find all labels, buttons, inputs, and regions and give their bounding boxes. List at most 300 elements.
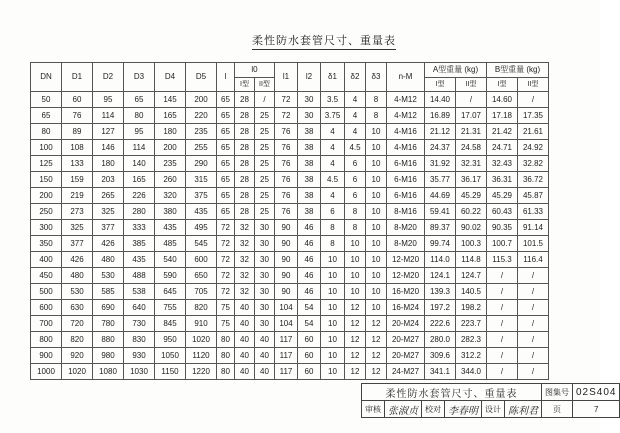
cell-l0-i: 32 xyxy=(235,220,255,236)
cell-dn: 150 xyxy=(31,172,62,188)
cell-l2: 46 xyxy=(298,268,321,284)
cell-l2: 54 xyxy=(298,316,321,332)
cell-d4: 755 xyxy=(155,300,186,316)
cell-a-type-i: 99.74 xyxy=(425,236,456,252)
cell-bolts: 8-M20 xyxy=(387,220,425,236)
atlas-label: 图集号 xyxy=(542,384,573,401)
header-d3: D3 xyxy=(124,63,155,92)
cell-d4: 165 xyxy=(155,108,186,124)
cell-b-type-ii: / xyxy=(518,332,549,348)
cell-dn: 50 xyxy=(31,92,62,108)
cell-b-type-ii: / xyxy=(518,92,549,108)
cell-a-type-ii: 124.7 xyxy=(456,268,487,284)
dimension-weight-table xyxy=(30,62,549,380)
cell-l1: 76 xyxy=(275,188,298,204)
table-row xyxy=(31,188,549,204)
cell-l0-ii: 25 xyxy=(255,140,275,156)
cell-delta1: 10 xyxy=(321,348,345,364)
cell-delta3: 10 xyxy=(366,268,387,284)
cell-dn: 400 xyxy=(31,252,62,268)
cell-a-type-i: 197.2 xyxy=(425,300,456,316)
cell-d2: 95 xyxy=(93,92,124,108)
cell-l1: 117 xyxy=(275,348,298,364)
cell-d1: 325 xyxy=(62,220,93,236)
cell-l1: 76 xyxy=(275,140,298,156)
cell-l0-ii: 25 xyxy=(255,124,275,140)
header-l: l xyxy=(217,63,235,92)
cell-l0-i: 40 xyxy=(235,300,255,316)
cell-bolts: 4-M16 xyxy=(387,140,425,156)
cell-delta3: 8 xyxy=(366,108,387,124)
header-l0-type-ii: II型 xyxy=(255,78,275,92)
cell-l: 80 xyxy=(217,332,235,348)
cell-d3: 226 xyxy=(124,188,155,204)
cell-l0-i: 28 xyxy=(235,140,255,156)
cell-d2: 127 xyxy=(93,124,124,140)
cell-delta1: 4 xyxy=(321,156,345,172)
table-row xyxy=(31,300,549,316)
cell-l: 80 xyxy=(217,348,235,364)
cell-d4: 145 xyxy=(155,92,186,108)
header-bolts: n-M xyxy=(387,63,425,92)
cell-dn: 100 xyxy=(31,140,62,156)
cell-delta2: 8 xyxy=(345,220,366,236)
table-row xyxy=(31,348,549,364)
cell-l: 72 xyxy=(217,268,235,284)
cell-l1: 90 xyxy=(275,236,298,252)
header-d4: D4 xyxy=(155,63,186,92)
cell-d1: 426 xyxy=(62,252,93,268)
cell-a-type-ii: 36.17 xyxy=(456,172,487,188)
cell-l0-ii: 25 xyxy=(255,188,275,204)
cell-d5: 290 xyxy=(186,156,217,172)
cell-l: 65 xyxy=(217,156,235,172)
cell-l1: 90 xyxy=(275,252,298,268)
cell-l0-i: 28 xyxy=(235,172,255,188)
cell-b-type-i: / xyxy=(487,332,518,348)
header-d1: D1 xyxy=(62,63,93,92)
cell-delta3: 10 xyxy=(366,188,387,204)
cell-a-type-ii: / xyxy=(456,92,487,108)
cell-d4: 380 xyxy=(155,204,186,220)
header-b-type-ii: II型 xyxy=(518,78,549,92)
cell-l2: 38 xyxy=(298,156,321,172)
cell-a-type-i: 114.0 xyxy=(425,252,456,268)
cell-l0-i: 28 xyxy=(235,108,255,124)
cell-d5: 705 xyxy=(186,284,217,300)
cell-a-type-ii: 312.2 xyxy=(456,348,487,364)
table-row xyxy=(31,252,549,268)
cell-delta2: 12 xyxy=(345,364,366,380)
table-row xyxy=(31,316,549,332)
cell-d2: 1080 xyxy=(93,364,124,380)
cell-d5: 1020 xyxy=(186,332,217,348)
cell-l: 72 xyxy=(217,220,235,236)
cell-d3: 80 xyxy=(124,108,155,124)
cell-l0-ii: 40 xyxy=(255,348,275,364)
page-label: 页 xyxy=(542,401,573,418)
cell-d2: 780 xyxy=(93,316,124,332)
cell-l: 65 xyxy=(217,124,235,140)
cell-l: 65 xyxy=(217,108,235,124)
header-b-type-i: I型 xyxy=(487,78,518,92)
cell-d5: 235 xyxy=(186,124,217,140)
cell-d5: 1120 xyxy=(186,348,217,364)
cell-delta2: 4 xyxy=(345,124,366,140)
cell-delta2: 12 xyxy=(345,316,366,332)
header-a-type-ii: II型 xyxy=(456,78,487,92)
header-weight-a: A型重量 (kg) xyxy=(425,63,487,78)
cell-l2: 30 xyxy=(298,108,321,124)
cell-a-type-i: 24.37 xyxy=(425,140,456,156)
cell-delta2: 6 xyxy=(345,188,366,204)
cell-delta1: 8 xyxy=(321,220,345,236)
cell-a-type-ii: 100.3 xyxy=(456,236,487,252)
cell-l0-i: 28 xyxy=(235,204,255,220)
cell-delta1: 10 xyxy=(321,300,345,316)
cell-d4: 435 xyxy=(155,220,186,236)
cell-delta2: 4.5 xyxy=(345,140,366,156)
cell-l0-ii: 30 xyxy=(255,252,275,268)
table-row xyxy=(31,236,549,252)
cell-bolts: 12-M20 xyxy=(387,252,425,268)
cell-bolts: 8-M20 xyxy=(387,236,425,252)
table-body xyxy=(31,92,549,380)
cell-b-type-i: 45.29 xyxy=(487,188,518,204)
cell-d3: 930 xyxy=(124,348,155,364)
cell-d2: 980 xyxy=(93,348,124,364)
cell-dn: 250 xyxy=(31,204,62,220)
cell-delta3: 10 xyxy=(366,236,387,252)
page-number: 7 xyxy=(573,401,620,418)
cell-d1: 530 xyxy=(62,284,93,300)
cell-l0-ii: 30 xyxy=(255,220,275,236)
cell-b-type-i: 24.71 xyxy=(487,140,518,156)
cell-delta3: 10 xyxy=(366,220,387,236)
cell-d3: 640 xyxy=(124,300,155,316)
cell-l0-ii: 30 xyxy=(255,236,275,252)
cell-dn: 125 xyxy=(31,156,62,172)
cell-d1: 108 xyxy=(62,140,93,156)
cell-d5: 820 xyxy=(186,300,217,316)
cell-a-type-i: 222.6 xyxy=(425,316,456,332)
cell-dn: 200 xyxy=(31,188,62,204)
cell-delta2: 10 xyxy=(345,252,366,268)
cell-bolts: 4-M16 xyxy=(387,124,425,140)
cell-delta2: 4 xyxy=(345,108,366,124)
cell-l1: 72 xyxy=(275,108,298,124)
cell-b-type-ii: 21.61 xyxy=(518,124,549,140)
header-delta2: δ2 xyxy=(345,63,366,92)
cell-a-type-ii: 198.2 xyxy=(456,300,487,316)
cell-l2: 60 xyxy=(298,364,321,380)
cell-delta3: 10 xyxy=(366,300,387,316)
cell-a-type-ii: 282.3 xyxy=(456,332,487,348)
cell-a-type-ii: 90.02 xyxy=(456,220,487,236)
cell-d1: 60 xyxy=(62,92,93,108)
cell-bolts: 16-M24 xyxy=(387,300,425,316)
cell-b-type-i: / xyxy=(487,364,518,380)
cell-dn: 80 xyxy=(31,124,62,140)
header-l0-type-i: I型 xyxy=(235,78,255,92)
cell-delta1: 4 xyxy=(321,188,345,204)
check-signature: 李春明 xyxy=(445,401,482,418)
cell-bolts: 4-M12 xyxy=(387,92,425,108)
cell-d5: 220 xyxy=(186,108,217,124)
cell-l0-ii: / xyxy=(255,92,275,108)
cell-b-type-i: / xyxy=(487,348,518,364)
cell-a-type-ii: 21.31 xyxy=(456,124,487,140)
cell-a-type-i: 124.1 xyxy=(425,268,456,284)
cell-a-type-ii: 223.7 xyxy=(456,316,487,332)
cell-b-type-ii: 24.92 xyxy=(518,140,549,156)
cell-delta2: 6 xyxy=(345,172,366,188)
cell-l0-i: 40 xyxy=(235,332,255,348)
cell-b-type-ii: / xyxy=(518,364,549,380)
cell-d4: 200 xyxy=(155,140,186,156)
cell-b-type-i: 90.35 xyxy=(487,220,518,236)
table-row xyxy=(31,92,549,108)
cell-l1: 90 xyxy=(275,284,298,300)
cell-l: 75 xyxy=(217,300,235,316)
design-label: 设计 xyxy=(482,401,505,418)
table-row xyxy=(31,204,549,220)
cell-a-type-i: 21.12 xyxy=(425,124,456,140)
cell-d3: 95 xyxy=(124,124,155,140)
cell-d1: 720 xyxy=(62,316,93,332)
cell-l2: 46 xyxy=(298,252,321,268)
cell-l2: 38 xyxy=(298,124,321,140)
cell-a-type-i: 35.77 xyxy=(425,172,456,188)
cell-delta2: 4 xyxy=(345,92,366,108)
cell-b-type-ii: / xyxy=(518,300,549,316)
cell-l0-i: 28 xyxy=(235,156,255,172)
cell-d2: 530 xyxy=(93,268,124,284)
cell-l2: 38 xyxy=(298,140,321,156)
cell-d5: 255 xyxy=(186,140,217,156)
cell-d3: 280 xyxy=(124,204,155,220)
cell-delta3: 12 xyxy=(366,364,387,380)
cell-delta3: 10 xyxy=(366,156,387,172)
table-row xyxy=(31,284,549,300)
cell-d3: 385 xyxy=(124,236,155,252)
cell-l0-ii: 30 xyxy=(255,268,275,284)
cell-b-type-i: 115.3 xyxy=(487,252,518,268)
cell-dn: 300 xyxy=(31,220,62,236)
cell-b-type-i: 17.18 xyxy=(487,108,518,124)
cell-l1: 117 xyxy=(275,332,298,348)
cell-delta1: 3.75 xyxy=(321,108,345,124)
cell-d4: 1150 xyxy=(155,364,186,380)
cell-l0-i: 32 xyxy=(235,236,255,252)
cell-l0-i: 32 xyxy=(235,284,255,300)
cell-dn: 450 xyxy=(31,268,62,284)
cell-l1: 104 xyxy=(275,316,298,332)
cell-delta2: 10 xyxy=(345,268,366,284)
cell-l1: 72 xyxy=(275,92,298,108)
table-row xyxy=(31,108,549,124)
cell-b-type-i: 36.31 xyxy=(487,172,518,188)
cell-bolts: 20-M27 xyxy=(387,348,425,364)
cell-l0-i: 40 xyxy=(235,364,255,380)
cell-d4: 590 xyxy=(155,268,186,284)
cell-bolts: 20-M24 xyxy=(387,316,425,332)
cell-d2: 325 xyxy=(93,204,124,220)
cell-d2: 585 xyxy=(93,284,124,300)
cell-delta3: 10 xyxy=(366,172,387,188)
cell-a-type-i: 14.40 xyxy=(425,92,456,108)
cell-bolts: 16-M20 xyxy=(387,284,425,300)
header-delta1: δ1 xyxy=(321,63,345,92)
cell-d5: 375 xyxy=(186,188,217,204)
cell-d2: 146 xyxy=(93,140,124,156)
header-d5: D5 xyxy=(186,63,217,92)
cell-a-type-i: 31.92 xyxy=(425,156,456,172)
cell-a-type-ii: 140.5 xyxy=(456,284,487,300)
cell-l2: 46 xyxy=(298,220,321,236)
cell-d5: 650 xyxy=(186,268,217,284)
cell-bolts: 6-M16 xyxy=(387,172,425,188)
cell-l1: 76 xyxy=(275,204,298,220)
cell-l0-i: 28 xyxy=(235,188,255,204)
cell-l: 65 xyxy=(217,188,235,204)
cell-a-type-ii: 60.22 xyxy=(456,204,487,220)
cell-l0-ii: 30 xyxy=(255,284,275,300)
check-label: 校对 xyxy=(422,401,445,418)
cell-d2: 265 xyxy=(93,188,124,204)
cell-bolts: 6-M16 xyxy=(387,188,425,204)
cell-delta3: 10 xyxy=(366,140,387,156)
table-row xyxy=(31,268,549,284)
cell-dn: 900 xyxy=(31,348,62,364)
cell-d4: 320 xyxy=(155,188,186,204)
cell-d2: 426 xyxy=(93,236,124,252)
cell-b-type-i: / xyxy=(487,284,518,300)
cell-dn: 800 xyxy=(31,332,62,348)
cell-b-type-i: 60.43 xyxy=(487,204,518,220)
cell-d1: 920 xyxy=(62,348,93,364)
cell-delta2: 6 xyxy=(345,156,366,172)
cell-l2: 38 xyxy=(298,188,321,204)
drawing-name: 柔性防水套管尺寸、重量表 xyxy=(362,384,542,401)
cell-bolts: 6-M16 xyxy=(387,156,425,172)
cell-a-type-i: 309.6 xyxy=(425,348,456,364)
cell-a-type-i: 16.89 xyxy=(425,108,456,124)
cell-dn: 500 xyxy=(31,284,62,300)
cell-b-type-ii: 91.14 xyxy=(518,220,549,236)
cell-delta3: 10 xyxy=(366,204,387,220)
cell-dn: 65 xyxy=(31,108,62,124)
cell-b-type-i: 21.42 xyxy=(487,124,518,140)
cell-b-type-ii: / xyxy=(518,268,549,284)
header-l2: l2 xyxy=(298,63,321,92)
cell-d3: 65 xyxy=(124,92,155,108)
cell-l0-i: 32 xyxy=(235,252,255,268)
cell-d5: 545 xyxy=(186,236,217,252)
cell-delta1: 4 xyxy=(321,140,345,156)
cell-l0-i: 28 xyxy=(235,92,255,108)
cell-l0-ii: 40 xyxy=(255,332,275,348)
cell-delta2: 12 xyxy=(345,332,366,348)
cell-d1: 820 xyxy=(62,332,93,348)
header-delta3: δ3 xyxy=(366,63,387,92)
header-weight-b: B型重量 (kg) xyxy=(487,63,549,78)
cell-delta2: 8 xyxy=(345,204,366,220)
header-dn: DN xyxy=(31,63,62,92)
cell-d1: 273 xyxy=(62,204,93,220)
cell-b-type-ii: / xyxy=(518,348,549,364)
cell-d1: 630 xyxy=(62,300,93,316)
cell-delta2: 12 xyxy=(345,348,366,364)
cell-delta3: 10 xyxy=(366,124,387,140)
cell-l: 72 xyxy=(217,236,235,252)
cell-delta1: 10 xyxy=(321,252,345,268)
table-row xyxy=(31,124,549,140)
table-row xyxy=(31,364,549,380)
cell-a-type-i: 59.41 xyxy=(425,204,456,220)
cell-delta2: 10 xyxy=(345,236,366,252)
cell-l1: 117 xyxy=(275,364,298,380)
cell-bolts: 12-M20 xyxy=(387,268,425,284)
cell-d2: 114 xyxy=(93,108,124,124)
cell-l1: 76 xyxy=(275,156,298,172)
cell-l1: 90 xyxy=(275,268,298,284)
table-row xyxy=(31,172,549,188)
cell-delta1: 10 xyxy=(321,284,345,300)
cell-l1: 76 xyxy=(275,124,298,140)
cell-d5: 315 xyxy=(186,172,217,188)
cell-b-type-i: / xyxy=(487,316,518,332)
cell-d2: 480 xyxy=(93,252,124,268)
cell-b-type-i: 100.7 xyxy=(487,236,518,252)
cell-b-type-ii: 45.87 xyxy=(518,188,549,204)
cell-a-type-i: 341.1 xyxy=(425,364,456,380)
cell-delta3: 10 xyxy=(366,252,387,268)
cell-b-type-ii: / xyxy=(518,284,549,300)
cell-b-type-i: 32.43 xyxy=(487,156,518,172)
cell-delta1: 4 xyxy=(321,124,345,140)
cell-l2: 46 xyxy=(298,236,321,252)
cell-l0-ii: 25 xyxy=(255,108,275,124)
cell-l: 65 xyxy=(217,172,235,188)
cell-a-type-ii: 344.0 xyxy=(456,364,487,380)
cell-l2: 54 xyxy=(298,300,321,316)
cell-l1: 104 xyxy=(275,300,298,316)
cell-d1: 480 xyxy=(62,268,93,284)
cell-dn: 1000 xyxy=(31,364,62,380)
cell-a-type-ii: 45.29 xyxy=(456,188,487,204)
cell-d4: 260 xyxy=(155,172,186,188)
cell-a-type-ii: 24.58 xyxy=(456,140,487,156)
cell-d5: 200 xyxy=(186,92,217,108)
cell-l: 65 xyxy=(217,92,235,108)
cell-b-type-ii: 17.35 xyxy=(518,108,549,124)
cell-d1: 76 xyxy=(62,108,93,124)
cell-delta3: 12 xyxy=(366,332,387,348)
header-d2: D2 xyxy=(93,63,124,92)
cell-a-type-i: 139.3 xyxy=(425,284,456,300)
cell-delta1: 10 xyxy=(321,332,345,348)
header-l1: l1 xyxy=(275,63,298,92)
cell-delta1: 10 xyxy=(321,268,345,284)
cell-d1: 1020 xyxy=(62,364,93,380)
cell-d4: 1050 xyxy=(155,348,186,364)
cell-dn: 350 xyxy=(31,236,62,252)
cell-l2: 60 xyxy=(298,332,321,348)
cell-delta2: 12 xyxy=(345,300,366,316)
cell-l2: 30 xyxy=(298,92,321,108)
cell-d3: 538 xyxy=(124,284,155,300)
